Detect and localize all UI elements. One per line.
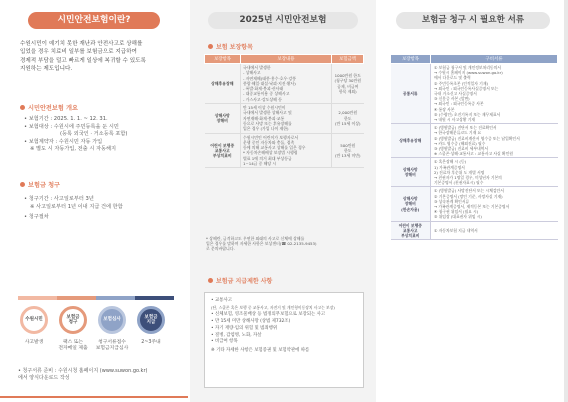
exclusion-box: • 교통사고 (단, 스쿨존 혹은 보행 중 교통사고, 자전거 및 개인형이동장치 사고는 보장) • 신체보험, 영조물배상 등 법정의무보험으로 보장되는 사고 • 만 15세 미만 상해사망 (상법 제732조) • 자기 재량·임의 위험 및 범죄행위 • 질병, 감염병, 노화, 자살 • 비급여 항목 ※ 기타 자세한 사항은 보험증권 및 보험약관에 따름 (204, 292, 364, 388)
document-category: 어린이 보행중 교통사고 부상치료비 (391, 221, 431, 240)
claim-footnote: • 청구서류 준비 : 수원시청 홈페이지 (www.suwon.go.kr) 에서 양식다운로드 작성 (18, 368, 148, 382)
document-list: ① (병원발급) 사망진단서 또는 시체검안서 ② 기본증명서 (망인 기준, 사망사실 기재) ③ 상속관계 확인서류 → 가족관계증명서, 제적등본 또는 기본증명서 ④ 청구권 위임서 (필요 시) ⑤ 위임장 (대표권자 위임 시) (431, 187, 558, 221)
overview-heading: 시민안전보험 개요 (20, 103, 78, 112)
document-category: 공통서류 (391, 64, 431, 124)
intro-line: 수원시민이 예기치 못한 재난과 안전사고로 상해를 (20, 41, 143, 47)
page-title: 시민안전보험이란? (28, 12, 160, 29)
claim-heading: 보험금 청구 (20, 180, 60, 189)
exclusion-heading: 보험금 지급제한 사항 (208, 276, 272, 285)
coverage-description: 국내에서 발생한 - 상해사고 - 자연재해(태풍·홍수·호우·강풍 풍랑·해일·대설·낙뢰·지진·황사) - 폭발·화재·붕괴·산사태 - 대중교통이용 중 상해사고 - 가스사고·강도상해 등 (241, 64, 332, 104)
claim-item: • 청구기간 : 사고일로부터 3년 (24, 196, 94, 202)
step-circle-4: 보험금 지급 (137, 306, 165, 334)
step-label: 팩스 또는 전자메일 제출 (58, 340, 88, 352)
documents-table (390, 54, 558, 240)
overview-item: (등록 외국인 · 거소등록 포함) (60, 131, 128, 138)
panel-coverage (190, 0, 376, 402)
document-category: 상해후유장해 (391, 124, 431, 158)
column-header: 보험금액 (332, 55, 364, 64)
step-number: 02 (68, 291, 76, 296)
step-circle-3: 보험심사 (98, 306, 126, 334)
column-header: 보장항목 (391, 55, 431, 64)
overview-item: • 보험계약자 : 수원시민 자동 가입 (24, 138, 103, 145)
step-number: 01 (29, 291, 37, 296)
coverage-heading: 보험 보장항목 (208, 42, 253, 51)
bullet-dot-icon (20, 182, 25, 187)
intro-line: 입었을 경우 치료비 일부를 보험금으로 지급하여 (20, 49, 137, 56)
overview-item: • 보험대상 : 수원시에 주민등록을 둔 시민 (24, 123, 119, 130)
table-row (391, 124, 558, 158)
page-edge (564, 0, 568, 402)
bottom-divider (0, 396, 188, 398)
document-list: ① 보험금 청구서 및 개인정보처리동의서 → 수원시 홈페이지 (www.suwon.go.kr) 에서 다운로드 및 출력 ② 주민등록초본 (인적일자 기재) → 외국인 : 외국인등록사실증명서 또는 국내 거소신고 사실증명서 ③ 신분증 사본 (앞면) → 외국인 : 외국인등록증 사본 ④ 통장 사본 ⑤ (수령인) 초진기록지 또는 재무제표서 → 내원 시 사고상황 기재 (431, 64, 558, 124)
overview-item: • 보험기간 : 2025. 1. 1. ~ 12. 31. (24, 116, 108, 122)
table-row (391, 158, 558, 187)
coverage-title: 2025년 시민안전보험 (208, 12, 358, 29)
column-header: 보장내용 (241, 55, 332, 64)
step-label: 청구서류접수 보험금지급심사 (95, 340, 129, 352)
coverage-note: * 상해란, 급격하고도 우연한 외래의 사고로 신체에 상해를 입은 경우를 말하며 자세한 사항은 보상센터(☎ 02-2135-9453) 로 문의바랍니다. (206, 236, 317, 252)
claim-list (24, 196, 123, 222)
table-row (205, 104, 364, 133)
coverage-category: 상해후유장해 (205, 64, 241, 104)
coverage-description: 만 15세 이상 수원시민이 국내에서 발생한 상해사고 및 자연재해·화재·붕괴·교통 등으로 사망 또는 후유장해를 입은 경우 (가입 나이 제한) (241, 104, 332, 133)
coverage-amount: 500만원 한도 (만 13세 미만) (332, 133, 364, 168)
coverage-category: 어린이 보행중 교통사고 부상치료비 (205, 133, 241, 168)
step-label: 2~3주내 (141, 340, 161, 345)
step-number: 03 (107, 291, 115, 296)
step-circle-2: 보험금 청구 (59, 306, 87, 334)
coverage-amount: 1000만원 한도 (청구당 30만원 공제, 비급여 항목 제외) (332, 64, 364, 104)
step-circle-1: 수원시민 (20, 306, 48, 334)
claim-item: ※ 사고일로부터 1년 이내 지급 건에 한함 (30, 203, 123, 210)
table-row (391, 64, 558, 124)
documents-title: 보험금 청구 시 필요한 서류 (396, 12, 550, 29)
document-list: ① (병원발급) 진단서 또는 진료확인서 → 한국장해분류코드 기재 요 ② (병원발급) 진료비계산서 영수증 또는 납입확인서 → 카드 영수증 (해외진료) 필수 ③ (병원발급) 진료비 세부내역서 ※ 스쿨존·상해·교통사고 : 교통사고 사실 확인원 (431, 124, 558, 158)
coverage-table (204, 54, 364, 168)
column-header: 보장항목 (205, 55, 241, 64)
intro-text (20, 40, 175, 74)
step-number: 04 (146, 291, 154, 296)
overview-item: ※ 별도 시 자동가입, 전출 시 자동해지 (30, 146, 117, 153)
intro-line: 경제적 부담을 덜고 빠르게 일상에 복귀할 수 있도록 (20, 57, 146, 64)
coverage-category: 상해사망 장해비 (205, 104, 241, 133)
coverage-description: 수원시민인 어린이가 보행자로서 운행 중인 자동차와 충돌, 접촉 등에 의해 교통사고 상해를 입은 경우 * 자동차손해배상 보장법 시행령 별표 1에 의거 최대 부상등급 1~14급 중 해당 시 (241, 133, 332, 168)
document-list: ① 혹은장해 시 (등) 1) 가족관계증명서 2) 진료차 후순위 도 개별 서명 → 친권자가 1명일 경우, 미성년자 기본의 기본증명서 (친권자표시) 필수 (431, 158, 558, 187)
coverage-amount: 2,000만원 한도 (만 15세 이상) (332, 104, 364, 133)
table-row (391, 221, 558, 240)
document-category: 상해사망 장해비 (391, 158, 431, 187)
column-header: 구비서류 (431, 55, 558, 64)
claim-item: • 청구절차 (24, 214, 49, 221)
document-category: 상해사망 장해비 (한손자용) (391, 187, 431, 221)
document-list: ① 자동차보험 지급 내역서 (431, 221, 558, 240)
table-row (205, 64, 364, 104)
overview-list (24, 116, 127, 154)
table-row (391, 187, 558, 221)
bullet-dot-icon (208, 278, 213, 283)
panel-intro (0, 0, 188, 402)
intro-line: 지원하는 제도입니다. (20, 66, 73, 73)
claim-process-steps (10, 292, 182, 362)
step-label: 사고발생 (24, 340, 44, 345)
panel-documents (378, 0, 568, 402)
table-row (205, 133, 364, 168)
bullet-dot-icon (20, 105, 25, 110)
bullet-dot-icon (208, 44, 213, 49)
